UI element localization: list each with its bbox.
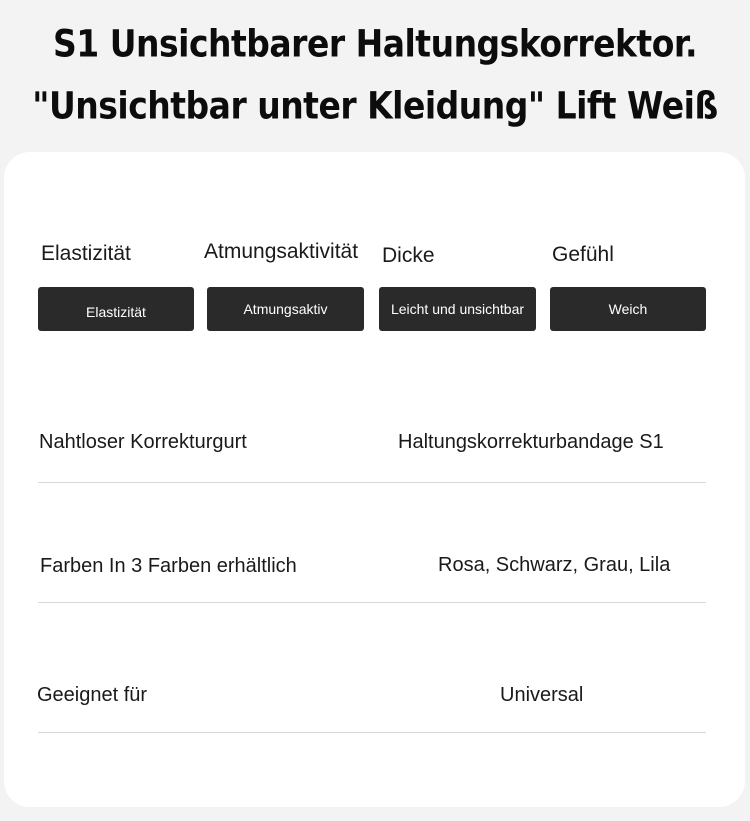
- feature-label-thickness: Dicke: [382, 244, 435, 267]
- spec-divider: [38, 482, 706, 483]
- spec-divider: [38, 732, 706, 733]
- spec-value-suitable: Universal: [500, 684, 584, 706]
- feature-value-feel: Weich: [550, 287, 706, 331]
- feature-value-thickness: Leicht und unsichtbar: [379, 287, 536, 331]
- spec-value-colors: Rosa, Schwarz, Grau, Lila: [438, 554, 671, 576]
- feature-label-breathability: Atmungsaktivität: [204, 240, 359, 263]
- feature-label-elasticity: Elastizität: [41, 242, 131, 265]
- spec-divider: [38, 602, 706, 603]
- feature-label-feel: Gefühl: [552, 243, 614, 266]
- spec-value-belt: Haltungskorrekturbandage S1: [398, 431, 664, 453]
- feature-value-elasticity: Elastizität: [38, 287, 194, 331]
- spec-label-suitable: Geeignet für: [37, 684, 148, 706]
- spec-label-belt: Nahtloser Korrekturgurt: [39, 431, 247, 453]
- page-title-line-1: S1 Unsichtbarer Haltungskorrektor.: [53, 21, 697, 66]
- page-title-line-2: "Unsichtbar unter Kleidung" Lift Weiß: [32, 83, 718, 128]
- feature-value-breathability: Atmungsaktiv: [207, 287, 364, 331]
- spec-label-colors: Farben In 3 Farben erhältlich: [40, 555, 297, 577]
- product-spec-card: [4, 152, 745, 807]
